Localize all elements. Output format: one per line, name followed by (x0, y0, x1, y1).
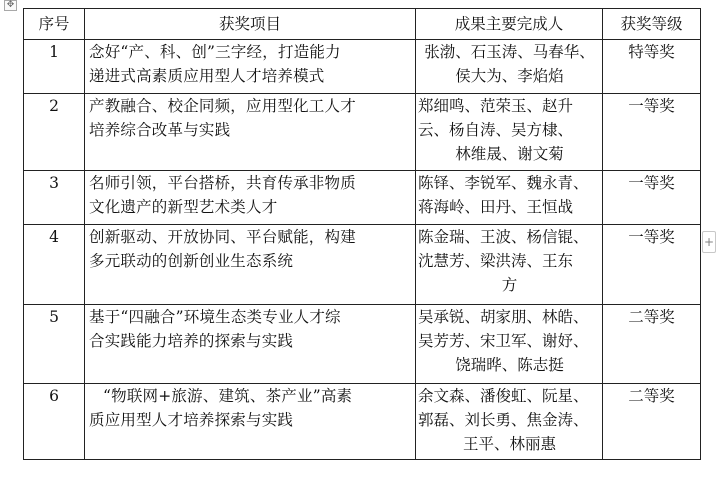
project-line: 质应用型人才培养探索与实践 (89, 411, 294, 429)
row-num: 4 (24, 225, 85, 305)
project-line: 培养综合改革与实践 (89, 121, 231, 139)
row-people (416, 40, 603, 94)
project-line: 合实践能力培养的探索与实践 (89, 332, 294, 350)
people-line: 饶瑞晔、陈志挺 (455, 356, 564, 374)
people-line: 蒋海岭、田丹、王恒战 (418, 198, 574, 216)
header-project: 获奖项目 (85, 9, 416, 40)
table-row (24, 305, 701, 384)
table-row (24, 384, 701, 460)
row-level: 一等奖 (603, 94, 701, 171)
people-line: 陈铎、李锐军、魏永青、 (418, 174, 589, 192)
project-line: 多元联动的创新创业生态系统 (89, 252, 294, 270)
row-project (85, 225, 416, 305)
row-project (85, 384, 416, 460)
row-people (416, 171, 603, 225)
row-people (416, 384, 603, 460)
header-num: 序号 (24, 9, 85, 40)
add-column-button[interactable]: + (702, 231, 716, 253)
project-line: 名师引领，平台搭桥，共育传承非物质 (89, 174, 356, 192)
row-project (85, 171, 416, 225)
people-line: 郭磊、刘长勇、焦金涛、 (418, 411, 589, 429)
row-num: 6 (24, 384, 85, 460)
row-project (85, 94, 416, 171)
people-line: 林维晟、谢文菊 (455, 145, 564, 163)
row-num: 1 (24, 40, 85, 94)
row-people (416, 225, 603, 305)
row-people (416, 94, 603, 171)
people-line: 陈金瑞、王波、杨信锟、 (418, 228, 589, 246)
row-num: 2 (24, 94, 85, 171)
table-row (24, 40, 701, 94)
header-row (24, 9, 701, 40)
row-level: 一等奖 (603, 171, 701, 225)
table-row (24, 225, 701, 305)
row-level: 二等奖 (603, 384, 701, 460)
people-line: 吴芳芳、宋卫军、谢妤、 (418, 332, 589, 350)
row-num: 3 (24, 171, 85, 225)
people-line: 侯大为、李焰焰 (455, 67, 564, 85)
people-line: 方 (501, 276, 518, 294)
project-line: 产教融合、校企同频，应用型化工人才 (89, 97, 356, 115)
row-level: 一等奖 (603, 225, 701, 305)
table-move-handle-icon[interactable]: ✥ (4, 0, 17, 11)
project-line: 念好“产、科、创”三字经，打造能力 (89, 43, 341, 61)
people-line: 云、杨自涛、吴方棣、 (418, 121, 574, 139)
row-level: 特等奖 (603, 40, 701, 94)
header-people: 成果主要完成人 (416, 9, 603, 40)
table-row (24, 94, 701, 171)
people-line: 沈慧芳、梁洪涛、王东 (418, 252, 574, 270)
project-line: 创新驱动、开放协同、平台赋能，构建 (89, 228, 356, 246)
header-level: 获奖等级 (603, 9, 701, 40)
people-line: 王平、林丽惠 (462, 435, 556, 453)
awards-table (23, 8, 701, 460)
people-line: 郑细鸣、范荣玉、赵升 (418, 97, 574, 115)
project-line: “物联网+旅游、建筑、茶产业”高素 (103, 387, 353, 405)
row-project (85, 40, 416, 94)
project-line: 递进式高素质应用型人才培养模式 (89, 67, 325, 85)
people-line: 吴承锐、胡家朋、林皓、 (418, 308, 589, 326)
project-line: 文化遗产的新型艺术类人才 (89, 198, 278, 216)
project-line: 基于“四融合”环境生态类专业人才综 (89, 308, 341, 326)
row-people (416, 305, 603, 384)
row-num: 5 (24, 305, 85, 384)
people-line: 张渤、石玉涛、马春华、 (424, 43, 595, 61)
people-line: 余文森、潘俊虹、阮星、 (418, 387, 589, 405)
row-level: 二等奖 (603, 305, 701, 384)
row-project (85, 305, 416, 384)
table-row (24, 171, 701, 225)
